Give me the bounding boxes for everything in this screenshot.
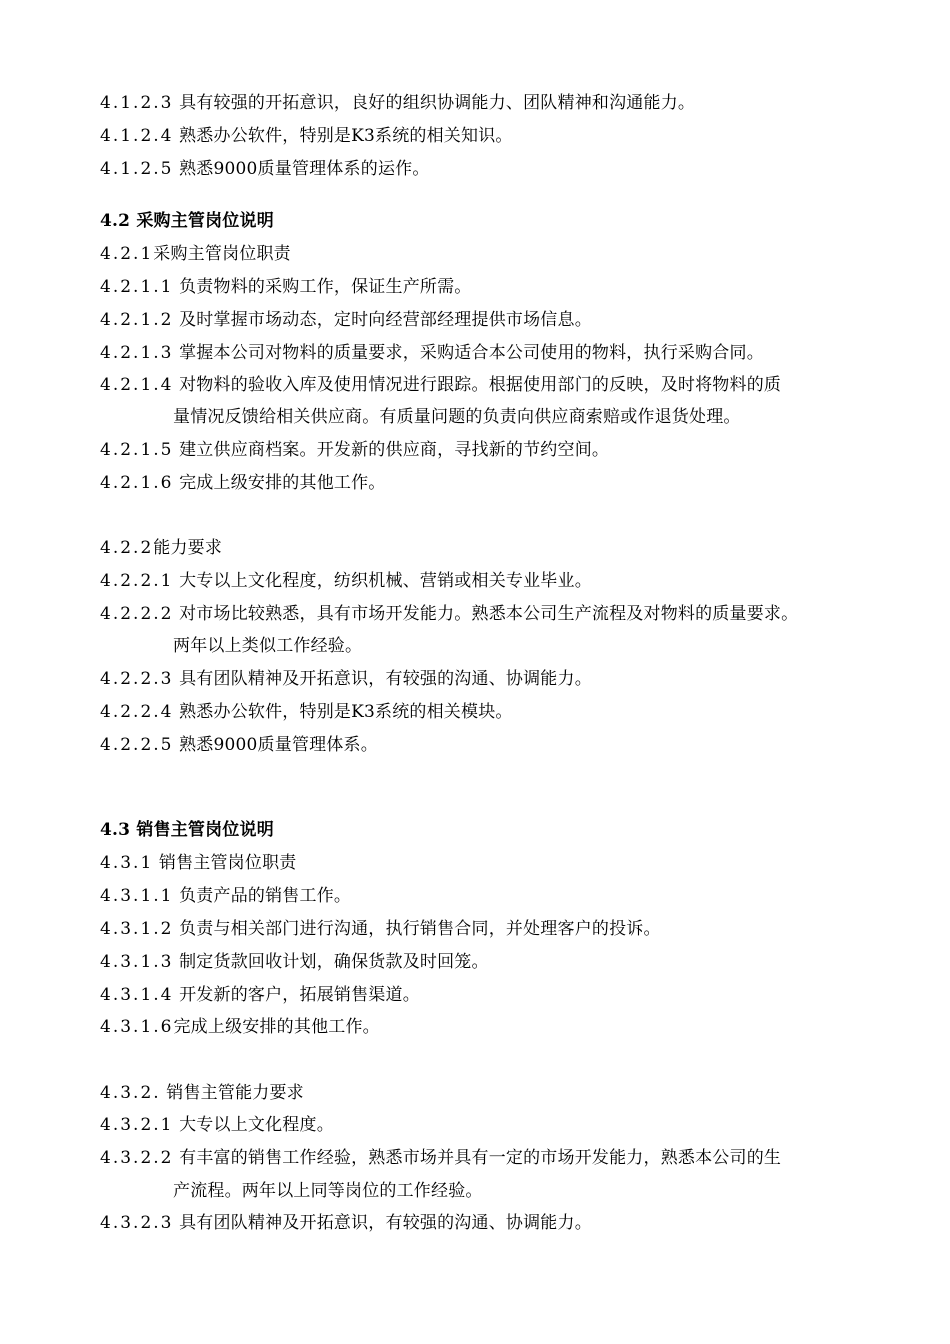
paragraph-4-2-1-2	[100, 309, 592, 331]
item-number: 4.3.1.4	[100, 985, 174, 1005]
paragraph-4-3-1-1	[100, 885, 351, 907]
paragraph-4-1-2-5	[100, 158, 430, 180]
paragraph-4-1-2-4	[100, 125, 513, 147]
item-text: 采购主管岗位职责	[153, 244, 291, 264]
item-number: 4.2.1.5	[100, 440, 174, 460]
item-text: 制定货款回收计划，确保货款及时回笼。	[179, 952, 489, 972]
subsection-4-3-1	[100, 852, 296, 874]
item-number: 4.1.2.4	[100, 126, 174, 146]
item-text: 销售主管岗位职责	[158, 853, 297, 873]
paragraph-4-2-1-5	[100, 439, 609, 461]
paragraph-4-2-2-5	[100, 734, 378, 756]
item-text: 开发新的客户，拓展销售渠道。	[179, 985, 420, 1005]
subsection-4-2-2	[100, 537, 222, 559]
item-text: 具有较强的开拓意识，良好的组织协调能力、团队精神和沟通能力。	[179, 93, 696, 113]
item-text: 熟悉办公软件，特别是K3系统的相关模块。	[179, 702, 513, 722]
item-number: 4.3.1.3	[100, 952, 174, 972]
item-text: 负责产品的销售工作。	[179, 886, 352, 906]
paragraph-4-3-1-2	[100, 918, 661, 940]
item-number: 4.1.2.5	[100, 159, 174, 179]
paragraph-4-2-1-6	[100, 472, 386, 494]
item-number: 4.1.2.3	[100, 93, 174, 113]
item-text: 熟悉9000质量管理体系。	[179, 735, 378, 755]
item-text: 熟悉9000质量管理体系的运作。	[179, 159, 430, 179]
item-text: 完成上级安排的其他工作。	[173, 1017, 380, 1037]
item-number: 4.3.1.6	[100, 1017, 174, 1037]
item-number: 4.2.1.1	[100, 277, 174, 297]
section-number: 4.2	[100, 211, 131, 231]
paragraph-4-2-1-4-continued	[173, 406, 741, 428]
item-number: 4.3.2.1	[100, 1115, 174, 1135]
item-text: 大专以上文化程度，纺织机械、营销或相关专业毕业。	[179, 571, 592, 591]
item-text: 销售主管能力要求	[166, 1083, 304, 1103]
item-text: 具有团队精神及开拓意识，有较强的沟通、协调能力。	[179, 669, 592, 689]
item-number: 4.3.1.1	[100, 886, 174, 906]
paragraph-4-3-1-3	[100, 951, 489, 973]
paragraph-4-2-2-4	[100, 701, 513, 723]
paragraph-4-3-2-2	[100, 1147, 781, 1169]
item-number: 4.3.1.2	[100, 919, 174, 939]
section-number: 4.3	[100, 820, 131, 840]
item-number: 4.2.1.3	[100, 343, 174, 363]
item-text: 有丰富的销售工作经验，熟悉市场并具有一定的市场开发能力，熟悉本公司的生	[179, 1148, 782, 1168]
item-text: 具有团队精神及开拓意识，有较强的沟通、协调能力。	[179, 1213, 592, 1233]
item-text: 负责物料的采购工作，保证生产所需。	[179, 277, 472, 297]
paragraph-4-2-2-2	[100, 603, 798, 625]
item-text: 能力要求	[153, 538, 223, 558]
section-heading-4-3	[100, 819, 274, 841]
item-text: 两年以上类似工作经验。	[173, 636, 363, 656]
paragraph-4-2-2-1	[100, 570, 592, 592]
item-text: 量情况反馈给相关供应商。有质量问题的负责向供应商索赔或作退货处理。	[173, 407, 741, 427]
item-text: 大专以上文化程度。	[179, 1115, 334, 1135]
paragraph-4-2-2-3	[100, 668, 592, 690]
paragraph-4-1-2-3	[100, 92, 695, 114]
item-number: 4.2.2.1	[100, 571, 174, 591]
item-number: 4.3.2.2	[100, 1148, 174, 1168]
item-number: 4.2.2.2	[100, 604, 174, 624]
item-number: 4.2.1.4	[100, 375, 174, 395]
paragraph-4-2-1-4	[100, 374, 781, 396]
paragraph-4-3-1-6	[100, 1016, 380, 1038]
item-number: 4.3.2.3	[100, 1213, 174, 1233]
item-number: 4.3.2.	[100, 1083, 161, 1103]
item-number: 4.3.1	[100, 853, 154, 873]
item-number: 4.2.2	[100, 538, 154, 558]
item-text: 对市场比较熟悉，具有市场开发能力。熟悉本公司生产流程及对物料的质量要求。	[179, 604, 799, 624]
paragraph-4-3-1-4	[100, 984, 420, 1006]
section-heading-4-2	[100, 210, 274, 232]
item-text: 及时掌握市场动态，定时向经营部经理提供市场信息。	[179, 310, 592, 330]
paragraph-4-2-2-2-continued	[173, 635, 362, 657]
item-text: 建立供应商档案。开发新的供应商，寻找新的节约空间。	[179, 440, 610, 460]
section-title: 销售主管岗位说明	[136, 820, 274, 840]
section-title: 采购主管岗位说明	[136, 211, 274, 231]
item-number: 4.2.1.6	[100, 473, 174, 493]
paragraph-4-2-1-3	[100, 342, 764, 364]
paragraph-4-2-1-1	[100, 276, 472, 298]
item-number: 4.2.2.3	[100, 669, 174, 689]
paragraph-4-3-2-2-continued	[173, 1180, 483, 1202]
item-text: 对物料的验收入库及使用情况进行跟踪。根据使用部门的反映，及时将物料的质	[179, 375, 782, 395]
item-text: 掌握本公司对物料的质量要求，采购适合本公司使用的物料，执行采购合同。	[179, 343, 764, 363]
item-number: 4.2.1.2	[100, 310, 174, 330]
subsection-4-3-2	[100, 1082, 304, 1104]
item-number: 4.2.2.5	[100, 735, 174, 755]
item-text: 负责与相关部门进行沟通，执行销售合同，并处理客户的投诉。	[179, 919, 661, 939]
paragraph-4-3-2-1	[100, 1114, 334, 1136]
item-text: 熟悉办公软件，特别是K3系统的相关知识。	[179, 126, 513, 146]
item-text: 完成上级安排的其他工作。	[179, 473, 386, 493]
item-number: 4.2.1	[100, 244, 154, 264]
paragraph-4-3-2-3	[100, 1212, 592, 1234]
item-text: 产流程。两年以上同等岗位的工作经验。	[173, 1181, 483, 1201]
item-number: 4.2.2.4	[100, 702, 174, 722]
subsection-4-2-1	[100, 243, 291, 265]
